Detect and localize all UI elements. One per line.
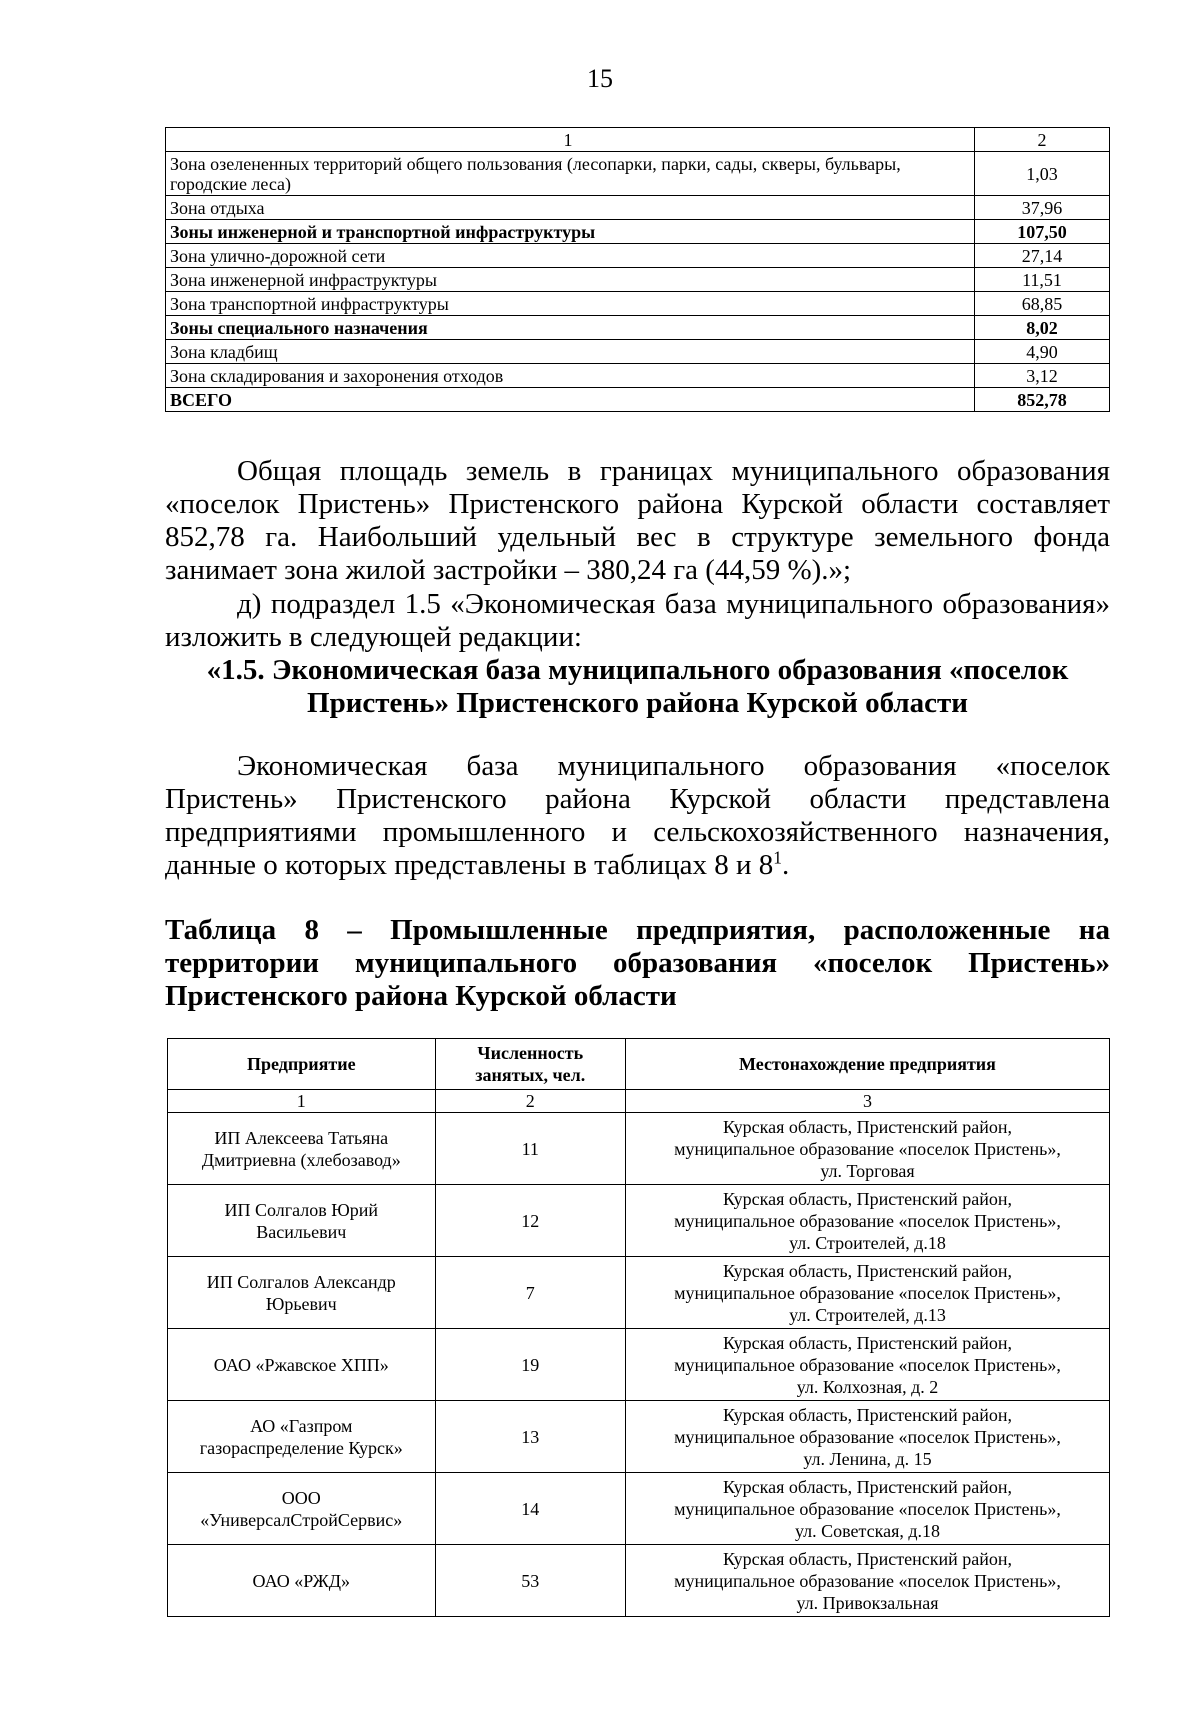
header-employees-line-2: занятых, чел.	[475, 1065, 586, 1085]
paragraph-subsection-instruction: д) подраздел 1.5 «Экономическая база муниципального образования» изложить в следующей редакции:	[165, 588, 1110, 653]
zones-table-header-row	[166, 128, 1110, 152]
enterprise-location-line: Курская область, Пристенский район,	[722, 1116, 1012, 1137]
enterprise-row	[168, 1545, 1110, 1617]
section-heading-line-2: Пристень» Пристенского района Курской области	[307, 687, 968, 719]
enterprise-row	[168, 1473, 1110, 1545]
footnote-superscript: 1	[773, 847, 782, 868]
header-location: Местонахождение предприятия	[625, 1039, 1109, 1090]
zone-area-value: 3,12	[975, 364, 1110, 388]
enterprise-row	[168, 1185, 1110, 1257]
enterprise-location-line: муниципальное образование «поселок Пристень»,	[674, 1210, 1061, 1231]
enterprise-location	[625, 1545, 1109, 1617]
enterprise-location-line: Курская область, Пристенский район,	[722, 1260, 1012, 1281]
enterprise-name-line: ОАО «РЖД»	[252, 1570, 351, 1591]
table-8-caption: Таблица 8 – Промышленные предприятия, расположенные на территории муниципального образования «поселок Пристень» Пристенского района Курской области	[165, 914, 1110, 1012]
index-col-3: 3	[625, 1090, 1109, 1113]
zones-header-col-1: 1	[166, 128, 975, 152]
enterprise-name-line: ИП Алексеева Татьяна	[214, 1127, 389, 1148]
zones-table-row	[166, 244, 1110, 268]
enterprise-name	[168, 1329, 436, 1401]
zone-name: Зона озелененных территорий общего пользования (лесопарки, парки, сады, скверы, бульвары, городские леса)	[166, 152, 975, 196]
header-enterprise: Предприятие	[168, 1039, 436, 1090]
zone-name: Зона транспортной инфраструктуры	[166, 292, 975, 316]
enterprise-location-line: Курская область, Пристенский район,	[722, 1404, 1012, 1425]
enterprise-location-line: муниципальное образование «поселок Пристень»,	[674, 1282, 1061, 1303]
enterprise-location-line: муниципальное образование «поселок Пристень»,	[674, 1426, 1061, 1447]
paragraph-economic-base-end: .	[781, 849, 790, 881]
enterprise-location-line: муниципальное образование «поселок Пристень»,	[674, 1354, 1061, 1375]
enterprise-location	[625, 1113, 1109, 1185]
zone-area-value: 8,02	[975, 316, 1110, 340]
enterprise-name-line: ИП Солгалов Александр	[206, 1271, 396, 1292]
enterprise-employees: 13	[435, 1401, 625, 1473]
page-number: 15	[587, 64, 613, 93]
enterprise-location-line: ул. Привокзальная	[796, 1592, 939, 1613]
zone-area-value: 37,96	[975, 196, 1110, 220]
section-heading	[165, 654, 1110, 720]
enterprise-row	[168, 1113, 1110, 1185]
zones-table-row	[166, 340, 1110, 364]
header-employees	[435, 1039, 625, 1090]
enterprise-location-line: ул. Ленина, д. 15	[803, 1448, 932, 1469]
enterprise-location-line: Курская область, Пристенский район,	[722, 1332, 1012, 1353]
zones-table-row	[166, 196, 1110, 220]
enterprise-location-line: муниципальное образование «поселок Пристень»,	[674, 1138, 1061, 1159]
enterprise-name-line: ОАО «Ржавское ХПП»	[213, 1354, 389, 1375]
zone-area-value: 852,78	[975, 388, 1110, 412]
zone-name: Зона кладбищ	[166, 340, 975, 364]
enterprise-name-line: ИП Солгалов Юрий	[224, 1199, 379, 1220]
zone-name: Зона отдыха	[166, 196, 975, 220]
enterprise-location-line: ул. Советская, д.18	[794, 1520, 941, 1541]
enterprise-name	[168, 1401, 436, 1473]
zone-name: Зона складирования и захоронения отходов	[166, 364, 975, 388]
enterprise-location-line: ул. Торговая	[820, 1160, 915, 1181]
zones-table-row	[166, 364, 1110, 388]
enterprises-index-row	[168, 1090, 1110, 1113]
enterprise-name-line: Васильевич	[256, 1221, 347, 1242]
enterprise-employees: 7	[435, 1257, 625, 1329]
zones-table	[165, 127, 1110, 412]
enterprise-name	[168, 1545, 436, 1617]
zone-area-value: 27,14	[975, 244, 1110, 268]
zone-name: Зоны инженерной и транспортной инфраструктуры	[166, 220, 975, 244]
enterprise-employees: 53	[435, 1545, 625, 1617]
enterprise-location-line: Курская область, Пристенский район,	[722, 1188, 1012, 1209]
enterprises-table	[167, 1038, 1110, 1617]
index-col-2: 2	[435, 1090, 625, 1113]
enterprise-location-line: ул. Строителей, д.18	[789, 1232, 946, 1253]
index-col-1: 1	[168, 1090, 436, 1113]
enterprise-name-line: Юрьевич	[265, 1293, 337, 1314]
zones-table-row	[166, 268, 1110, 292]
zones-header-col-2: 2	[975, 128, 1110, 152]
header-employees-line-1: Численность	[477, 1043, 584, 1063]
enterprise-name-line: Дмитриевна (хлебозавод»	[201, 1149, 401, 1170]
enterprise-name-line: АО «Газпром	[250, 1415, 353, 1436]
zone-area-value: 4,90	[975, 340, 1110, 364]
enterprise-name-line: ООО	[281, 1487, 321, 1508]
zone-area-value: 11,51	[975, 268, 1110, 292]
zone-name: Зоны специального назначения	[166, 316, 975, 340]
zones-table-row	[166, 220, 1110, 244]
paragraph-total-area: Общая площадь земель в границах муниципального образования «поселок Пристень» Пристенского района Курской области составляет 852,78 га. Наибольший удельный вес в структуре земельного фонда занимает зона жилой застройки – 380,24 га (44,59 %).»;	[165, 455, 1110, 586]
enterprises-header-row	[168, 1039, 1110, 1090]
paragraph-economic-base-text: Экономическая база муниципального образования «поселок Пристень» Пристенского района Курской области представлена предприятиями промышленного и сельскохозяйственного назначения, данные о которых представлены в таблицах 8 и 8	[165, 750, 1110, 881]
section-heading-line-1: «1.5. Экономическая база муниципального образования «поселок	[206, 654, 1069, 686]
zones-table-row	[166, 152, 1110, 196]
zone-area-value: 1,03	[975, 152, 1110, 196]
enterprise-name	[168, 1257, 436, 1329]
zone-area-value: 107,50	[975, 220, 1110, 244]
zone-name: ВСЕГО	[166, 388, 975, 412]
enterprise-name	[168, 1185, 436, 1257]
enterprise-name	[168, 1473, 436, 1545]
zone-name: Зона улично-дорожной сети	[166, 244, 975, 268]
enterprise-location-line: ул. Колхозная, д. 2	[796, 1376, 939, 1397]
enterprise-name	[168, 1113, 436, 1185]
enterprise-name-line: газораспределение Курск»	[199, 1437, 403, 1458]
enterprise-employees: 12	[435, 1185, 625, 1257]
enterprise-row	[168, 1257, 1110, 1329]
zone-area-value: 68,85	[975, 292, 1110, 316]
zones-table-row	[166, 388, 1110, 412]
zones-table-row	[166, 316, 1110, 340]
enterprise-row	[168, 1329, 1110, 1401]
enterprise-location-line: ул. Строителей, д.13	[789, 1304, 946, 1325]
enterprise-employees: 11	[435, 1113, 625, 1185]
enterprise-location	[625, 1257, 1109, 1329]
zone-name: Зона инженерной инфраструктуры	[166, 268, 975, 292]
enterprise-location-line: муниципальное образование «поселок Пристень»,	[674, 1498, 1061, 1519]
enterprise-location-line: муниципальное образование «поселок Пристень»,	[674, 1570, 1061, 1591]
enterprise-row	[168, 1401, 1110, 1473]
enterprise-location	[625, 1329, 1109, 1401]
enterprise-location	[625, 1401, 1109, 1473]
enterprise-employees: 14	[435, 1473, 625, 1545]
enterprise-location-line: Курская область, Пристенский район,	[722, 1476, 1012, 1497]
zones-table-row	[166, 292, 1110, 316]
enterprise-location-line: Курская область, Пристенский район,	[722, 1548, 1012, 1569]
enterprise-employees: 19	[435, 1329, 625, 1401]
enterprise-location	[625, 1473, 1109, 1545]
enterprise-location	[625, 1185, 1109, 1257]
paragraph-economic-base	[165, 750, 1110, 882]
enterprise-name-line: «УниверсалСтройСервис»	[200, 1509, 403, 1530]
